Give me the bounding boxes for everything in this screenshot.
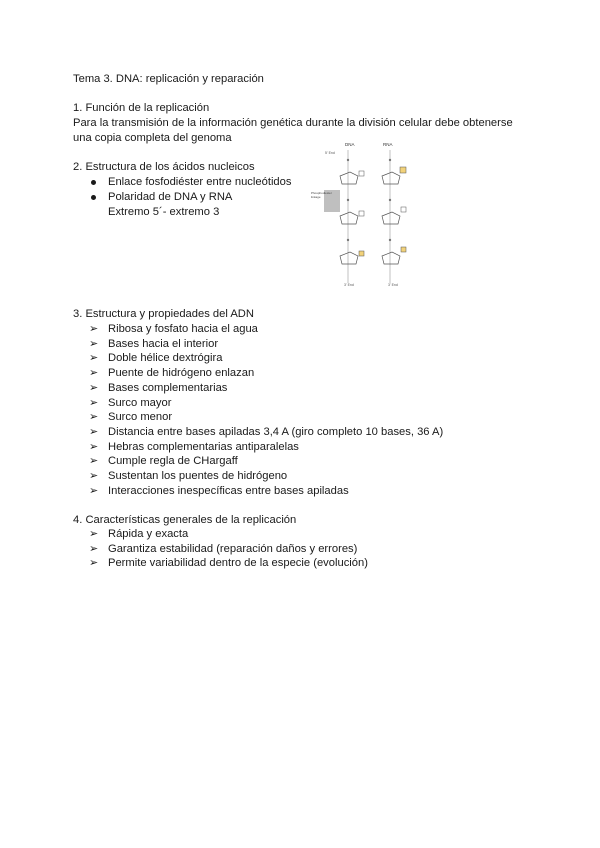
arrow-bullet-icon: ➢ [89,352,99,365]
section-3-list-item: Surco menor [108,411,173,424]
arrow-bullet-icon: ➢ [89,337,99,350]
section-3-list-item: Puente de hidrógeno enlazan [108,367,255,380]
sugar-ring [340,252,358,264]
section-3-list-item: Hebras complementarias antiparalelas [108,440,299,453]
arrow-bullet-icon: ➢ [89,440,99,453]
section-3-list-item: Bases hacia el interior [108,337,219,350]
arrow-bullet-icon: ➢ [89,470,99,482]
section-3-list-item: Doble hélice dextrógira [108,352,223,365]
section-4-list-item: Rápida y exacta [108,528,189,540]
arrow-bullet-icon: ➢ [89,455,99,468]
section-2-bullet-2: Polaridad de DNA y RNA [108,191,233,203]
arrow-bullet-icon: ➢ [89,323,99,335]
label-dna: DNA [345,142,355,147]
arrow-bullet-icon: ➢ [89,381,99,394]
arrow-bullet-icon: ➢ [89,396,99,409]
label-rna: RNA [383,142,393,147]
section-1-body-line-1: Para la transmisión de la información genética durante la división celular debe obtenerse [73,117,513,129]
arrow-bullet-icon: ➢ [89,528,99,540]
side-label-2: linkage [311,195,321,199]
arrow-bullet-icon: ➢ [89,367,99,380]
label-5-end: 5' End [325,151,335,155]
section-2-subline: Extremo 5´- extremo 3 [108,206,220,218]
section-3-list-item: Surco mayor [108,396,172,409]
label-3-end-left: 3' End [344,283,354,287]
section-3-list-item: Bases complementarias [108,381,228,394]
section-3-list-item: Cumple regla de CHargaff [108,455,238,468]
label-3-end-right: 3' End [388,283,398,287]
section-3-list-item: Interacciones inespecíficas entre bases apiladas [108,484,349,497]
section-3-heading: 3. Estructura y propiedades del ADN [73,308,254,320]
section-4-list-item: Permite variabilidad dentro de la especie (evolución) [108,557,368,570]
side-label-1: Phosphodiester [311,191,332,195]
page-title: Tema 3. DNA: replicación y reparación [73,73,264,85]
arrow-bullet-icon: ➢ [89,557,99,570]
arrow-bullet-icon: ➢ [89,411,99,424]
sugar-ring [382,212,400,224]
arrow-bullet-icon: ➢ [89,484,99,497]
sugar-ring [382,252,400,264]
section-2-heading: 2. Estructura de los ácidos nucleicos [73,161,255,173]
section-4-list-item: Garantiza estabilidad (reparación daños y errores) [108,542,358,555]
section-3-list-item: Ribosa y fosfato hacia el agua [108,323,258,335]
arrow-bullet-icon: ➢ [89,425,99,438]
section-3-list-item: Distancia entre bases apiladas 3,4 A (giro completo 10 bases, 36 A) [108,425,444,438]
bullet-icon [91,180,96,185]
section-2-bullet-1: Enlace fosfodiéster entre nucleótidos [108,176,292,188]
bullet-icon [91,195,96,200]
arrow-bullet-icon: ➢ [89,542,99,555]
section-4-heading: 4. Características generales de la replicación [73,514,297,526]
section-3-list-item: Sustentan los puentes de hidrógeno [108,470,288,482]
sugar-ring [382,172,400,184]
sugar-ring [340,212,358,224]
dna-rna-structure-figure [310,138,422,288]
sugar-ring [340,172,358,184]
section-1-body-line-2: una copia completa del genoma [73,132,232,144]
section-1-heading: 1. Función de la replicación [73,102,210,114]
